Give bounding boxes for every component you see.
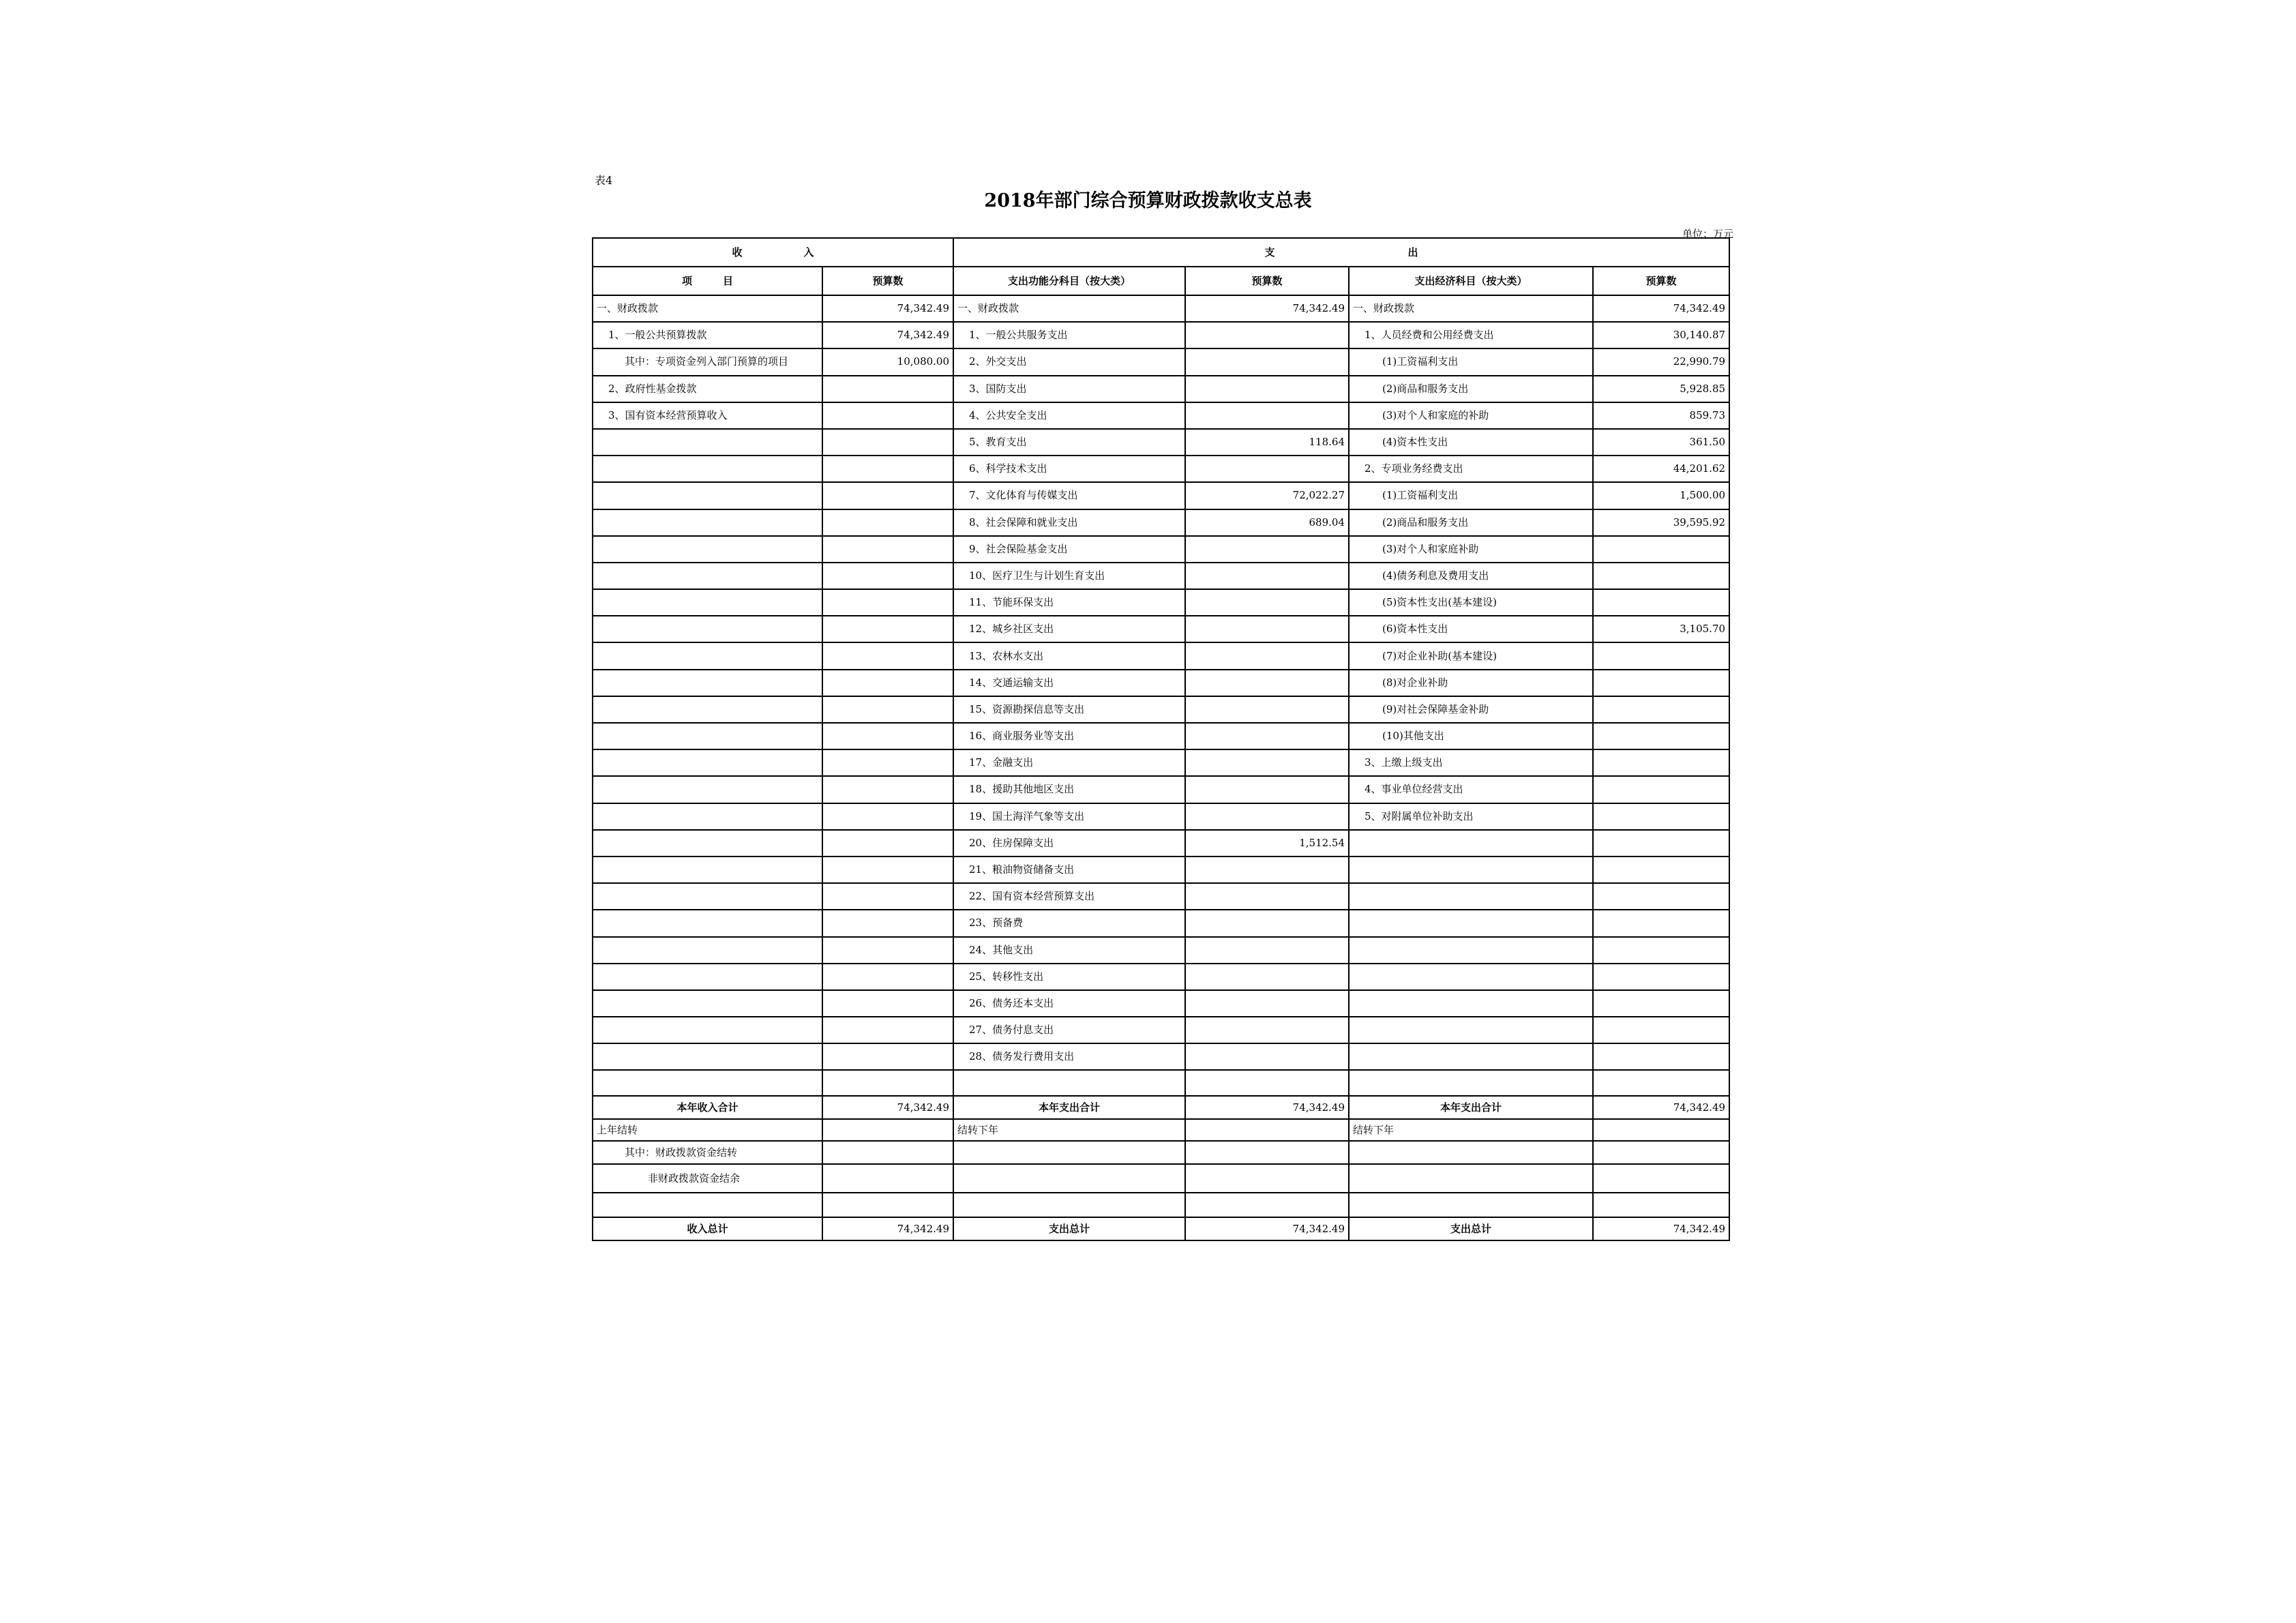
func-item-cell: 28、债务发行费用支出 — [953, 1043, 1185, 1070]
func-value-cell: 118.64 — [1185, 429, 1349, 456]
func-value-cell — [1185, 642, 1349, 669]
func-item-cell: 5、教育支出 — [953, 429, 1185, 456]
table-row — [593, 776, 1729, 803]
func-carry-value — [1185, 1164, 1349, 1193]
econ-carry-cell — [1349, 1164, 1593, 1193]
table-row — [593, 376, 1729, 402]
income-value-cell — [822, 376, 953, 402]
income-item-header: 项 目 — [593, 267, 822, 295]
econ-item-cell: 一、财政拨款 — [1349, 295, 1593, 322]
func-item-cell: 18、援助其他地区支出 — [953, 776, 1185, 803]
func-value-cell — [1185, 749, 1349, 776]
func-item-cell: 1、一般公共服务支出 — [953, 322, 1185, 348]
econ-carry-cell — [1349, 1193, 1593, 1217]
econ-item-cell: (8)对企业补助 — [1349, 670, 1593, 696]
func-value-cell: 689.04 — [1185, 509, 1349, 536]
econ-carry-value — [1593, 1119, 1729, 1141]
expense-header: 支 出 — [953, 238, 1729, 267]
income-carry-value — [822, 1193, 953, 1217]
func-value-cell — [1185, 536, 1349, 563]
econ-item-cell — [1349, 1043, 1593, 1070]
econ-value-cell — [1593, 883, 1729, 910]
func-item-cell: 23、预备费 — [953, 910, 1185, 936]
func-item-cell: 2、外交支出 — [953, 348, 1185, 375]
empty-cell — [1593, 1070, 1729, 1096]
income-carry-cell: 上年结转 — [593, 1119, 822, 1141]
func-budget-header: 预算数 — [1185, 267, 1349, 295]
table-row — [593, 964, 1729, 990]
empty-cell — [1185, 1070, 1349, 1096]
func-item-cell: 20、住房保障支出 — [953, 830, 1185, 857]
func-item-cell: 10、医疗卫生与计划生育支出 — [953, 563, 1185, 589]
func-subject-header: 支出功能分科目（按大类） — [953, 267, 1185, 295]
grand-total-row — [593, 1217, 1729, 1240]
func-item-cell: 8、社会保障和就业支出 — [953, 509, 1185, 536]
econ-item-cell: (2)商品和服务支出 — [1349, 376, 1593, 402]
func-value-cell — [1185, 563, 1349, 589]
income-header: 收 入 — [593, 238, 953, 267]
empty-cell — [953, 1070, 1185, 1096]
income-value-cell — [822, 937, 953, 964]
table-row — [593, 696, 1729, 723]
econ-item-cell — [1349, 964, 1593, 990]
econ-value-cell — [1593, 563, 1729, 589]
table-row — [593, 536, 1729, 563]
econ-value-cell — [1593, 642, 1729, 669]
income-value-cell — [822, 563, 953, 589]
income-value-cell — [822, 696, 953, 723]
func-carry-value — [1185, 1193, 1349, 1217]
econ-value-cell — [1593, 830, 1729, 857]
func-value-cell — [1185, 322, 1349, 348]
func-item-cell: 22、国有资本经营预算支出 — [953, 883, 1185, 910]
func-item-cell: 9、社会保险基金支出 — [953, 536, 1185, 563]
func-value-cell — [1185, 402, 1349, 429]
econ-item-cell — [1349, 910, 1593, 936]
func-value-cell — [1185, 348, 1349, 375]
empty-cell — [1349, 1070, 1593, 1096]
empty-cell — [822, 1070, 953, 1096]
table-row — [593, 670, 1729, 696]
table-row-empty — [593, 1070, 1729, 1096]
income-year-total-value: 74,342.49 — [822, 1096, 953, 1119]
econ-item-cell — [1349, 1017, 1593, 1043]
table-row — [593, 642, 1729, 669]
econ-value-cell: 22,990.79 — [1593, 348, 1729, 375]
income-item-cell — [593, 670, 822, 696]
econ-item-cell: (3)对个人和家庭补助 — [1349, 536, 1593, 563]
income-item-cell — [593, 857, 822, 883]
func-carry-cell — [953, 1164, 1185, 1193]
func-carry-value — [1185, 1141, 1349, 1164]
econ-item-cell: (2)商品和服务支出 — [1349, 509, 1593, 536]
income-value-cell — [822, 776, 953, 803]
econ-value-cell — [1593, 857, 1729, 883]
income-value-cell — [822, 883, 953, 910]
income-value-cell — [822, 482, 953, 509]
income-item-cell — [593, 536, 822, 563]
table-row — [593, 857, 1729, 883]
income-item-cell: 2、政府性基金拨款 — [593, 376, 822, 402]
econ-value-cell — [1593, 1043, 1729, 1070]
func-value-cell — [1185, 696, 1349, 723]
econ-value-cell — [1593, 589, 1729, 616]
econ-item-cell: (1)工资福利支出 — [1349, 348, 1593, 375]
econ-carry-value — [1593, 1193, 1729, 1217]
income-item-cell — [593, 563, 822, 589]
income-value-cell — [822, 402, 953, 429]
econ-item-cell: 4、事业单位经营支出 — [1349, 776, 1593, 803]
func-carry-cell: 结转下年 — [953, 1119, 1185, 1141]
table-row — [593, 749, 1729, 776]
func-value-cell — [1185, 910, 1349, 936]
func-value-cell — [1185, 1043, 1349, 1070]
func-value-cell — [1185, 1017, 1349, 1043]
income-item-cell: 3、国有资本经营预算收入 — [593, 402, 822, 429]
income-value-cell — [822, 964, 953, 990]
income-value-cell — [822, 456, 953, 482]
func-carry-value — [1185, 1119, 1349, 1141]
income-value-cell — [822, 749, 953, 776]
income-item-cell — [593, 723, 822, 749]
income-item-cell — [593, 803, 822, 830]
econ-item-cell: (3)对个人和家庭的补助 — [1349, 402, 1593, 429]
econ-subject-header: 支出经济科目（按大类） — [1349, 267, 1593, 295]
income-item-cell — [593, 1017, 822, 1043]
func-value-cell: 74,342.49 — [1185, 295, 1349, 322]
table-row — [593, 429, 1729, 456]
income-carry-value — [822, 1141, 953, 1164]
income-value-cell — [822, 910, 953, 936]
func-item-cell: 15、资源勘探信息等支出 — [953, 696, 1185, 723]
econ-budget-header: 预算数 — [1593, 267, 1729, 295]
income-item-cell — [593, 990, 822, 1017]
income-item-cell: 一、财政拨款 — [593, 295, 822, 322]
income-carry-cell: 非财政拨款资金结余 — [593, 1164, 822, 1193]
func-item-cell: 21、粮油物资储备支出 — [953, 857, 1185, 883]
econ-item-cell: (6)资本性支出 — [1349, 616, 1593, 642]
econ-item-cell: (7)对企业补助(基本建设) — [1349, 642, 1593, 669]
page-title: 2018年部门综合预算财政拨款收支总表 — [984, 190, 1312, 211]
income-budget-header: 预算数 — [822, 267, 953, 295]
econ-value-cell — [1593, 964, 1729, 990]
income-item-cell: 其中：专项资金列入部门预算的项目 — [593, 348, 822, 375]
func-item-cell: 26、债务还本支出 — [953, 990, 1185, 1017]
income-value-cell — [822, 536, 953, 563]
income-value-cell — [822, 642, 953, 669]
econ-item-cell: 5、对附属单位补助支出 — [1349, 803, 1593, 830]
income-carry-value — [822, 1119, 953, 1141]
func-grand-total-label: 支出总计 — [953, 1217, 1185, 1240]
econ-item-cell: (4)债务利息及费用支出 — [1349, 563, 1593, 589]
func-item-cell: 4、公共安全支出 — [953, 402, 1185, 429]
header-row-2 — [593, 267, 1729, 295]
income-value-cell: 10,080.00 — [822, 348, 953, 375]
table-row — [593, 402, 1729, 429]
income-value-cell — [822, 670, 953, 696]
func-item-cell: 11、节能环保支出 — [953, 589, 1185, 616]
income-value-cell — [822, 429, 953, 456]
func-item-cell: 25、转移性支出 — [953, 964, 1185, 990]
income-value-cell: 74,342.49 — [822, 322, 953, 348]
func-value-cell — [1185, 883, 1349, 910]
econ-value-cell: 859.73 — [1593, 402, 1729, 429]
func-item-cell: 6、科学技术支出 — [953, 456, 1185, 482]
func-item-cell: 27、债务付息支出 — [953, 1017, 1185, 1043]
income-value-cell — [822, 1017, 953, 1043]
econ-carry-value — [1593, 1164, 1729, 1193]
func-value-cell — [1185, 670, 1349, 696]
carry-row — [593, 1119, 1729, 1141]
table-row — [593, 910, 1729, 936]
func-item-cell: 16、商业服务业等支出 — [953, 723, 1185, 749]
econ-item-cell — [1349, 883, 1593, 910]
income-year-total-label: 本年收入合计 — [593, 1096, 822, 1119]
econ-value-cell — [1593, 723, 1729, 749]
econ-value-cell: 361.50 — [1593, 429, 1729, 456]
econ-value-cell — [1593, 536, 1729, 563]
func-value-cell: 72,022.27 — [1185, 482, 1349, 509]
income-value-cell — [822, 723, 953, 749]
func-value-cell: 1,512.54 — [1185, 830, 1349, 857]
econ-value-cell: 5,928.85 — [1593, 376, 1729, 402]
func-item-cell: 13、农林水支出 — [953, 642, 1185, 669]
empty-cell — [593, 1070, 822, 1096]
table-row — [593, 830, 1729, 857]
econ-value-cell — [1593, 1017, 1729, 1043]
func-value-cell — [1185, 964, 1349, 990]
econ-value-cell — [1593, 937, 1729, 964]
econ-grand-total-value: 74,342.49 — [1593, 1217, 1729, 1240]
table-row — [593, 990, 1729, 1017]
table-row — [593, 937, 1729, 964]
econ-year-total-value: 74,342.49 — [1593, 1096, 1729, 1119]
econ-value-cell: 74,342.49 — [1593, 295, 1729, 322]
econ-value-cell: 3,105.70 — [1593, 616, 1729, 642]
func-item-cell: 12、城乡社区支出 — [953, 616, 1185, 642]
econ-value-cell: 30,140.87 — [1593, 322, 1729, 348]
income-carry-cell — [593, 1193, 822, 1217]
econ-item-cell — [1349, 937, 1593, 964]
income-item-cell — [593, 964, 822, 990]
income-item-cell — [593, 776, 822, 803]
func-item-cell: 3、国防支出 — [953, 376, 1185, 402]
func-value-cell — [1185, 937, 1349, 964]
table-row — [593, 509, 1729, 536]
carry-sub-row — [593, 1164, 1729, 1193]
income-grand-total-label: 收入总计 — [593, 1217, 822, 1240]
table-row — [593, 616, 1729, 642]
table-row — [593, 1017, 1729, 1043]
income-item-cell — [593, 749, 822, 776]
func-value-cell — [1185, 589, 1349, 616]
func-value-cell — [1185, 456, 1349, 482]
econ-grand-total-label: 支出总计 — [1349, 1217, 1593, 1240]
func-carry-cell — [953, 1141, 1185, 1164]
func-grand-total-value: 74,342.49 — [1185, 1217, 1349, 1240]
func-item-cell: 7、文化体育与传媒支出 — [953, 482, 1185, 509]
func-value-cell — [1185, 376, 1349, 402]
econ-value-cell — [1593, 696, 1729, 723]
income-value-cell — [822, 616, 953, 642]
econ-item-cell: 3、上缴上级支出 — [1349, 749, 1593, 776]
econ-value-cell: 39,595.92 — [1593, 509, 1729, 536]
table-row — [593, 1043, 1729, 1070]
income-item-cell — [593, 883, 822, 910]
income-item-cell — [593, 1043, 822, 1070]
func-year-total-label: 本年支出合计 — [953, 1096, 1185, 1119]
table-row — [593, 322, 1729, 348]
func-item-cell: 14、交通运输支出 — [953, 670, 1185, 696]
income-item-cell — [593, 482, 822, 509]
income-value-cell — [822, 509, 953, 536]
table-row — [593, 883, 1729, 910]
econ-value-cell — [1593, 990, 1729, 1017]
income-item-cell — [593, 830, 822, 857]
income-item-cell — [593, 937, 822, 964]
econ-item-cell — [1349, 857, 1593, 883]
income-item-cell — [593, 910, 822, 936]
econ-item-cell: 1、人员经费和公用经费支出 — [1349, 322, 1593, 348]
econ-carry-value — [1593, 1141, 1729, 1164]
func-item-cell: 一、财政拨款 — [953, 295, 1185, 322]
income-value-cell: 74,342.49 — [822, 295, 953, 322]
func-value-cell — [1185, 776, 1349, 803]
income-item-cell — [593, 642, 822, 669]
income-value-cell — [822, 990, 953, 1017]
econ-carry-cell — [1349, 1141, 1593, 1164]
table-row-empty — [593, 1193, 1729, 1217]
income-item-cell — [593, 616, 822, 642]
table-row — [593, 803, 1729, 830]
table-row — [593, 482, 1729, 509]
income-item-cell — [593, 696, 822, 723]
func-value-cell — [1185, 723, 1349, 749]
func-year-total-value: 74,342.49 — [1185, 1096, 1349, 1119]
func-value-cell — [1185, 857, 1349, 883]
econ-item-cell: (9)对社会保障基金补助 — [1349, 696, 1593, 723]
func-value-cell — [1185, 990, 1349, 1017]
table-row — [593, 563, 1729, 589]
func-carry-cell — [953, 1193, 1185, 1217]
income-carry-value — [822, 1164, 953, 1193]
income-grand-total-value: 74,342.49 — [822, 1217, 953, 1240]
sheet-label: 表4 — [595, 174, 613, 187]
income-item-cell — [593, 456, 822, 482]
econ-value-cell — [1593, 749, 1729, 776]
income-value-cell — [822, 1043, 953, 1070]
econ-item-cell: (10)其他支出 — [1349, 723, 1593, 749]
income-item-cell — [593, 509, 822, 536]
table-row — [593, 295, 1729, 322]
year-total-row — [593, 1096, 1729, 1119]
econ-item-cell — [1349, 830, 1593, 857]
econ-value-cell — [1593, 803, 1729, 830]
unit-label: 单位：万元 — [1682, 228, 1733, 240]
table-row — [593, 456, 1729, 482]
func-item-cell: 17、金融支出 — [953, 749, 1185, 776]
income-item-cell: 1、一般公共预算拨款 — [593, 322, 822, 348]
func-item-cell: 24、其他支出 — [953, 937, 1185, 964]
func-item-cell: 19、国土海洋气象等支出 — [953, 803, 1185, 830]
econ-carry-cell: 结转下年 — [1349, 1119, 1593, 1141]
income-value-cell — [822, 589, 953, 616]
econ-value-cell: 1,500.00 — [1593, 482, 1729, 509]
func-value-cell — [1185, 616, 1349, 642]
econ-value-cell — [1593, 670, 1729, 696]
econ-item-cell: (5)资本性支出(基本建设) — [1349, 589, 1593, 616]
income-value-cell — [822, 803, 953, 830]
econ-item-cell: (4)资本性支出 — [1349, 429, 1593, 456]
income-value-cell — [822, 857, 953, 883]
func-value-cell — [1185, 803, 1349, 830]
econ-item-cell: 2、专项业务经费支出 — [1349, 456, 1593, 482]
income-item-cell — [593, 589, 822, 616]
carry-sub-row — [593, 1141, 1729, 1164]
income-item-cell — [593, 429, 822, 456]
table-row — [593, 723, 1729, 749]
budget-table — [592, 237, 1730, 1241]
econ-value-cell — [1593, 910, 1729, 936]
econ-year-total-label: 本年支出合计 — [1349, 1096, 1593, 1119]
econ-item-cell: (1)工资福利支出 — [1349, 482, 1593, 509]
header-row-1 — [593, 238, 1729, 267]
econ-value-cell — [1593, 776, 1729, 803]
econ-value-cell: 44,201.62 — [1593, 456, 1729, 482]
income-value-cell — [822, 830, 953, 857]
income-carry-cell: 其中：财政拨款资金结转 — [593, 1141, 822, 1164]
table-row — [593, 348, 1729, 375]
econ-item-cell — [1349, 990, 1593, 1017]
table-row — [593, 589, 1729, 616]
